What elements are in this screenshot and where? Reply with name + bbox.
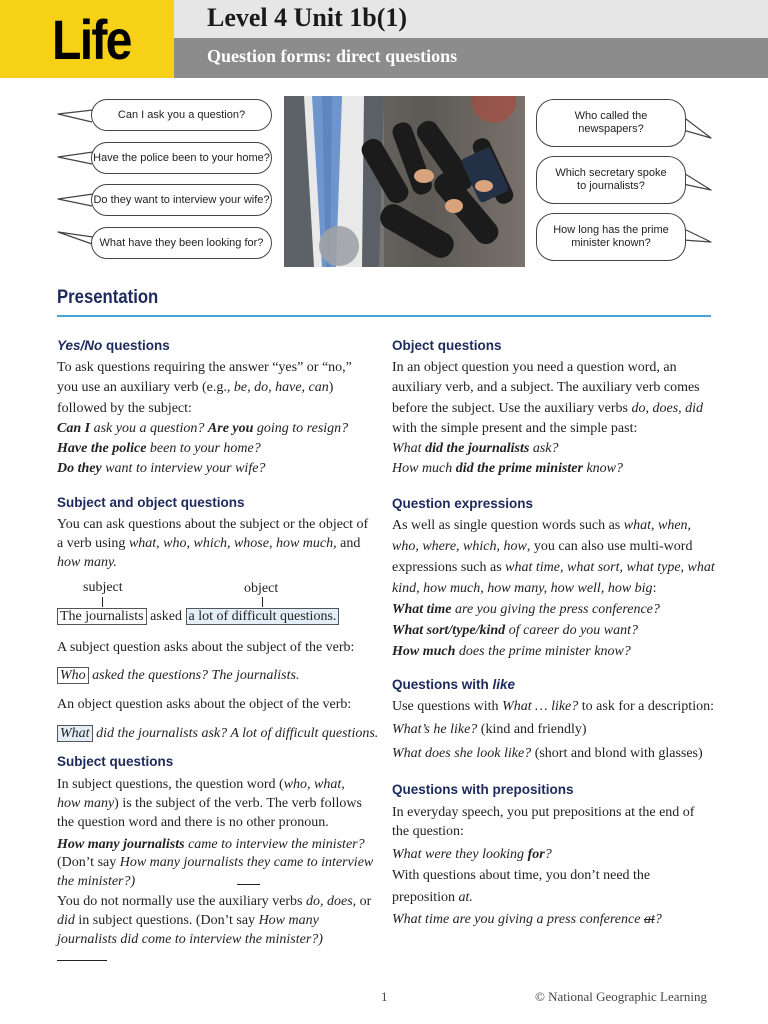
example-sentence: What’s he like? (kind and friendly) <box>392 722 587 737</box>
life-logo <box>0 0 174 78</box>
example-sentence: What did the journalists ask? <box>392 441 559 456</box>
body-text: As well as single question words such as what, when, <box>392 518 692 533</box>
object-pointer <box>262 597 263 607</box>
logo-text: Life <box>52 8 131 71</box>
body-text: followed by the subject: <box>57 401 192 416</box>
example-sentence: What sort/type/kind of career do you want? <box>392 623 639 638</box>
speech-bubble: How long has the prime minister known? <box>536 213 686 261</box>
body-text: before the subject. Use the auxiliary verbs do, does, did <box>392 401 704 416</box>
body-text: journalists did come to interview the minister?) <box>57 932 323 947</box>
example-sentence: Can I ask you a question? Are you going to resign? <box>57 421 349 436</box>
body-text: You can ask questions about the subject or the object of <box>57 517 369 532</box>
body-text: You do not normally use the auxiliary verbs do, does, or <box>57 894 372 909</box>
example-sentence: What time are you giving a press conference at? <box>392 912 662 927</box>
body-text: (Don’t say How many journalists they came to interview <box>57 855 374 870</box>
subject-pointer <box>102 597 103 607</box>
body-text: In an object question you need a question word, an <box>392 360 677 375</box>
body-text: A subject question asks about the subject of the verb: <box>57 640 355 655</box>
body-text: who, where, which, how, you can also use multi-word <box>392 539 693 554</box>
speech-bubble: Have the police been to your home? <box>91 142 272 174</box>
speech-bubble: Can I ask you a question? <box>91 99 272 131</box>
heading-question-expressions: Question expressions <box>392 496 534 511</box>
example-sentence: How much does the prime minister know? <box>392 644 631 659</box>
section-title: Presentation <box>57 287 159 308</box>
footnote-rule <box>57 960 107 961</box>
body-text: To ask questions requiring the answer “yes” or “no,” <box>57 360 352 375</box>
body-text: how many. <box>57 555 117 570</box>
body-text: a verb using what, who, which, whose, how much, and <box>57 536 361 551</box>
page-title: Level 4 Unit 1b(1) <box>207 3 408 32</box>
example-sentence: How many journalists came to interview the minister? <box>57 837 365 852</box>
speech-bubble: Which secretary spoke to journalists? <box>536 156 686 204</box>
body-text: Use questions with What … like? to ask for a description: <box>392 699 714 714</box>
body-text: auxiliary verb, and a subject. The auxiliary verb comes <box>392 380 700 395</box>
page-subtitle: Question forms: direct questions <box>207 46 458 66</box>
heading-object-questions: Object questions <box>392 338 502 353</box>
body-text: In subject questions, the question word (who, what, <box>57 777 345 792</box>
body-text: expressions such as what time, what sort, what type, what <box>392 560 715 575</box>
speech-bubble: What have they been looking for? <box>91 227 272 259</box>
heading-yes-no-questions: Yes/No questions <box>57 338 170 353</box>
copyright: © National Geographic Learning <box>535 989 707 1004</box>
press-microphones-photo <box>284 96 525 267</box>
example-sentence: What did the journalists ask? A lot of difficult questions. <box>57 724 378 744</box>
header-subtitle-bar <box>174 38 768 78</box>
body-text: the question word and there is no other pronoun. <box>57 815 329 830</box>
example-sentence: What does she look like? (short and blond with glasses) <box>392 746 703 761</box>
heading-questions-with-like: Questions with like <box>392 677 516 692</box>
heading-subject-object-questions: Subject and object questions <box>57 495 245 510</box>
speech-bubble: Who called the newspapers? <box>536 99 686 147</box>
body-text: the minister?) <box>57 874 136 889</box>
example-diagram-sentence: The journalists asked a lot of difficult questions. <box>57 607 339 627</box>
body-text: you use an auxiliary verb (e.g., be, do, have, can) <box>57 380 334 395</box>
divider-short <box>237 884 260 885</box>
page-number: 1 <box>381 989 388 1004</box>
example-sentence: Have the police been to your home? <box>57 441 261 456</box>
example-sentence: What were they looking for? <box>392 847 552 862</box>
section-divider <box>57 315 711 317</box>
example-sentence: Who asked the questions? The journalists. <box>57 666 299 686</box>
header-title-bar <box>174 0 768 38</box>
body-text: the question: <box>392 824 464 839</box>
label-object: object <box>244 581 279 596</box>
example-sentence: What time are you giving the press conference? <box>392 602 660 617</box>
example-sentence: How much did the prime minister know? <box>392 461 624 476</box>
body-text: With questions about time, you don’t need the <box>392 868 651 883</box>
what-box: What <box>57 725 93 742</box>
press-photo-illustration <box>284 96 525 267</box>
subject-box: The journalists <box>57 608 147 625</box>
body-text: An object question asks about the object of the verb: <box>57 697 352 712</box>
heading-questions-with-prepositions: Questions with prepositions <box>392 782 574 797</box>
who-box: Who <box>57 667 89 684</box>
speech-bubble: Do they want to interview your wife? <box>91 184 272 216</box>
label-subject: subject <box>83 580 123 595</box>
struck-preposition: at <box>643 912 655 927</box>
body-text: with the simple present and the simple past: <box>392 421 638 436</box>
example-sentence: Do they want to interview your wife? <box>57 461 266 476</box>
body-text: preposition at. <box>392 890 473 905</box>
body-text: how many) is the subject of the verb. The verb follows <box>57 796 362 811</box>
body-text: kind, how much, how many, how well, how big: <box>392 581 657 596</box>
body-text: In everyday speech, you put prepositions at the end of <box>392 805 695 820</box>
object-box: a lot of difficult questions. <box>186 608 340 625</box>
body-text: did in subject questions. (Don’t say How many <box>57 913 319 928</box>
heading-subject-questions: Subject questions <box>57 754 174 769</box>
